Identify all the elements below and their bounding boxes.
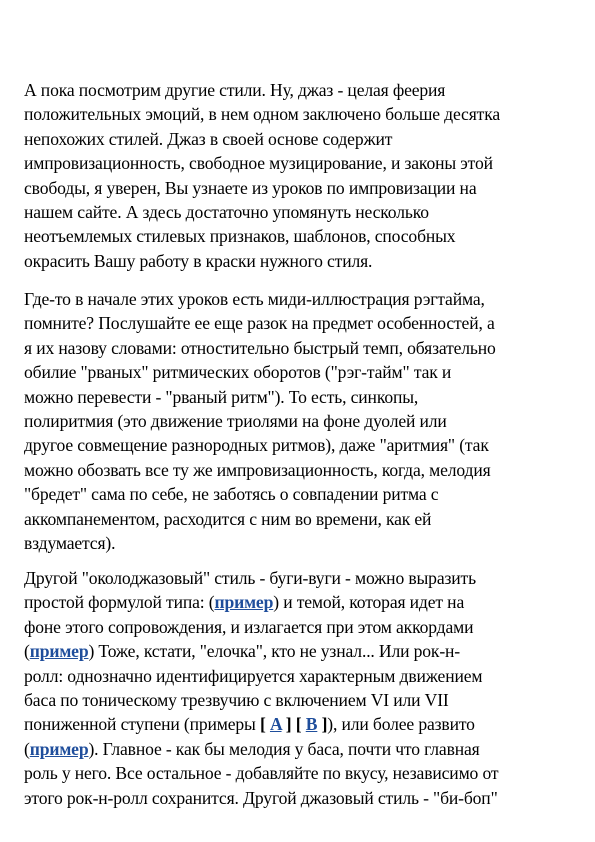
text-line: А пока посмотрим другие стили. Ну, джаз - целая феерия xyxy=(24,80,446,100)
text-fragment: пониженной ступени (примеры xyxy=(24,714,260,735)
text-line: фоне этого сопровождения, и излагается при этом аккордами xyxy=(24,616,474,637)
paragraph-boogie-rocknroll xyxy=(24,566,498,810)
paragraph-ragtime xyxy=(24,287,496,555)
text-line: неотъемлемых стилевых признаков, шаблонов, способных xyxy=(24,226,456,247)
text-line: баса по тоническому трезвучию с включением VI или VII xyxy=(24,690,449,711)
text-line: нашем сайте. А здесь достаточно упомянуть несколько xyxy=(24,202,429,223)
text-line: окрасить Вашу работу в краски нужного стиля. xyxy=(24,250,373,271)
text-fragment: ) и темой, которая идет на xyxy=(273,592,465,613)
text-line xyxy=(24,737,498,761)
text-fragment: ). Главное - как бы мелодия у баса, почти что главная xyxy=(88,738,480,759)
text-line: свободы, я уверен, Вы узнаете из уроков по импровизации на xyxy=(24,177,477,198)
text-fragment: ), или более развито xyxy=(327,714,475,735)
text-fragment: ( xyxy=(24,641,30,662)
text-line: непохожих стилей. Джаз в своей основе содержит xyxy=(24,128,393,149)
text-line xyxy=(24,712,498,736)
text-line: помните? Послушайте ее еще разок на предмет особенностей, а xyxy=(24,313,495,334)
text-line: вздумается). xyxy=(24,533,116,554)
example-link-b[interactable]: B xyxy=(305,714,318,735)
text-line: роль у него. Все остальное - добавляйте по вкусу, независимо от xyxy=(24,763,499,784)
text-line: аккомпанементом, расходится с ним во времени, как ей xyxy=(24,508,432,529)
bracket-close: ] xyxy=(317,714,328,735)
text-fragment: ) Тоже, кстати, "елочка", кто не узнал... Или рок-н- xyxy=(88,641,461,662)
text-fragment: ( xyxy=(24,738,30,759)
text-line: импровизационность, свободное музицирование, и законы этой xyxy=(24,153,493,174)
bracket-close: ] xyxy=(281,714,292,735)
text-line: можно обозвать все ту же импровизационность, когда, мелодия xyxy=(24,459,491,480)
text-line: другое совмещение разнородных ритмов), даже "аритмия" (так xyxy=(24,435,489,456)
paragraph-styles-intro xyxy=(24,78,572,273)
example-link-rocknroll[interactable]: пример xyxy=(29,738,89,759)
example-link-a[interactable]: A xyxy=(269,714,282,735)
bracket-open: [ xyxy=(259,714,270,735)
text-line: Где-то в начале этих уроков есть миди-иллюстрация рэгтайма, xyxy=(24,289,485,309)
example-link-boogie-chords[interactable]: пример xyxy=(29,641,89,662)
text-line: Другой "околоджазовый" стиль - буги-вуги - можно выразить xyxy=(24,568,476,588)
text-line: "бредет" сама по себе, не заботясь о совпадении ритма с xyxy=(24,484,439,505)
text-line: ролл: однозначно идентифицируется характерным движением xyxy=(24,665,483,686)
text-fragment: простой формулой типа: ( xyxy=(24,592,215,613)
document-page xyxy=(24,78,572,808)
text-line xyxy=(24,639,498,663)
example-link-boogie-formula[interactable]: пример xyxy=(214,592,274,613)
text-line: я их назову словами: отностительно быстрый темп, обязательно xyxy=(24,337,496,358)
text-line: обилие "рваных" ритмических оборотов ("рэг-тайм" так и xyxy=(24,362,452,383)
text-line: можно перевести - "рваный ритм"). То есть, синкопы, xyxy=(24,386,419,407)
text-line xyxy=(24,590,498,614)
text-line: положительных эмоций, в нем одном заключено больше десятка xyxy=(24,104,500,125)
bracket-open: [ xyxy=(295,714,306,735)
text-line: этого рок-н-ролл сохранится. Другой джазовый стиль - "би-боп" xyxy=(24,787,498,808)
text-line: полиритмия (это движение триолями на фоне дуолей или xyxy=(24,411,447,432)
